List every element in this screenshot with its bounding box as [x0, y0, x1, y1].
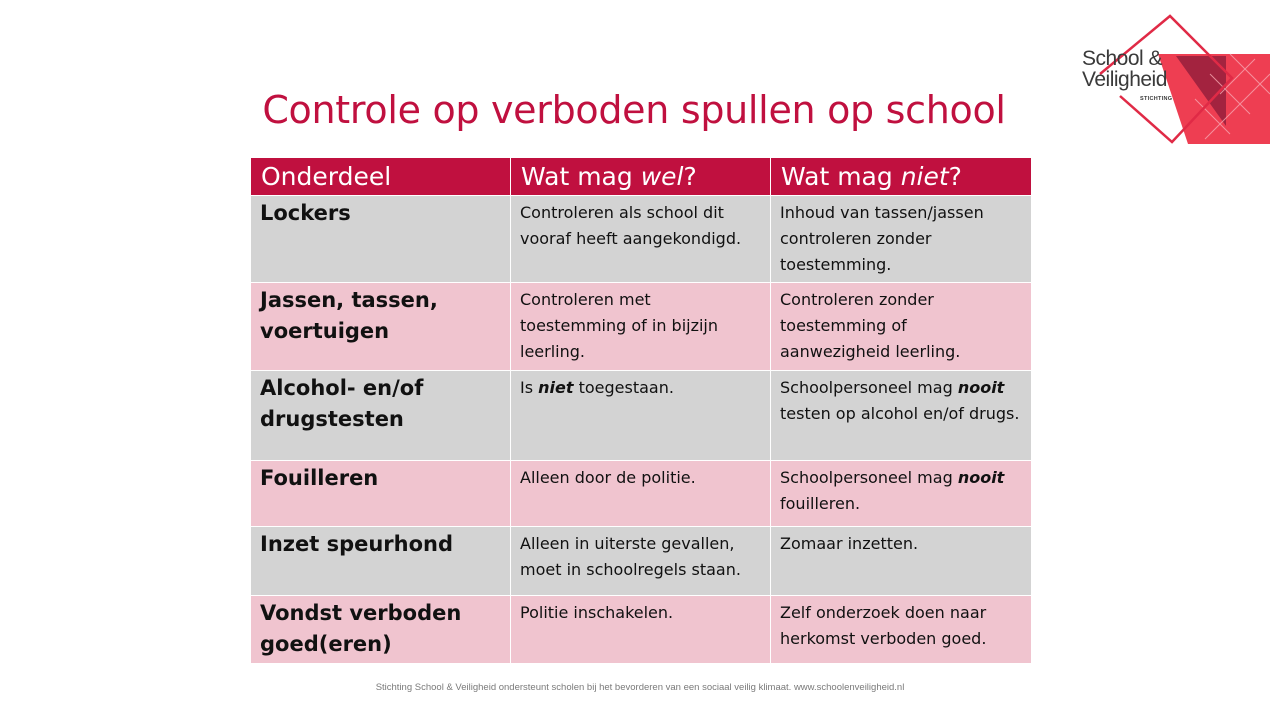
- logo-line-1: School &: [1082, 47, 1163, 70]
- cell-wel: Alleen door de politie.: [511, 461, 771, 527]
- logo-subtitle: STICHTING: [1140, 96, 1173, 102]
- cell-wel: Politie inschakelen.: [511, 596, 771, 664]
- header-onderdeel: Onderdeel: [251, 158, 511, 196]
- logo-wordmark: [1082, 48, 1167, 90]
- header-wel: Wat mag wel?: [511, 158, 771, 196]
- cell-niet: Schoolpersoneel mag nooit testen op alcohol en/of drugs.: [771, 371, 1032, 461]
- cell-niet: Zomaar inzetten.: [771, 527, 1032, 596]
- header-niet: Wat mag niet?: [771, 158, 1032, 196]
- table-row: [251, 596, 1032, 664]
- table-row: [251, 283, 1032, 371]
- cell-niet: Schoolpersoneel mag nooit fouilleren.: [771, 461, 1032, 527]
- table-row: [251, 527, 1032, 596]
- footer-text: Stichting School & Veiligheid ondersteunt scholen bij het bevorderen van een sociaal veilig klimaat. www.schoolenveiligheid.nl: [375, 682, 905, 693]
- table-row: [251, 461, 1032, 527]
- cell-niet: Inhoud van tassen/jassen controleren zonder toestemming.: [771, 196, 1032, 283]
- cell-wel: Controleren met toestemming of in bijzijn leerling.: [511, 283, 771, 371]
- row-label: Fouilleren: [251, 461, 511, 527]
- logo-line-2: Veiligheid: [1082, 68, 1167, 91]
- cell-wel: Is niet toegestaan.: [511, 371, 771, 461]
- cell-niet: Zelf onderzoek doen naar herkomst verboden goed.: [771, 596, 1032, 664]
- cell-wel: Alleen in uiterste gevallen, moet in schoolregels staan.: [511, 527, 771, 596]
- row-label: Lockers: [251, 196, 511, 283]
- table-header-row: [251, 158, 1032, 196]
- row-label: Jassen, tassen, voertuigen: [251, 283, 511, 371]
- row-label: Alcohol- en/of drugstesten: [251, 371, 511, 461]
- table-row: [251, 196, 1032, 283]
- row-label: Inzet speurhond: [251, 527, 511, 596]
- rules-table: [250, 157, 1032, 664]
- row-label: Vondst verboden goed(eren): [251, 596, 511, 664]
- page-title: Controle op verboden spullen op school: [262, 88, 1006, 132]
- cell-wel: Controleren als school dit vooraf heeft aangekondigd.: [511, 196, 771, 283]
- cell-niet: Controleren zonder toestemming of aanwezigheid leerling.: [771, 283, 1032, 371]
- table-row: [251, 371, 1032, 461]
